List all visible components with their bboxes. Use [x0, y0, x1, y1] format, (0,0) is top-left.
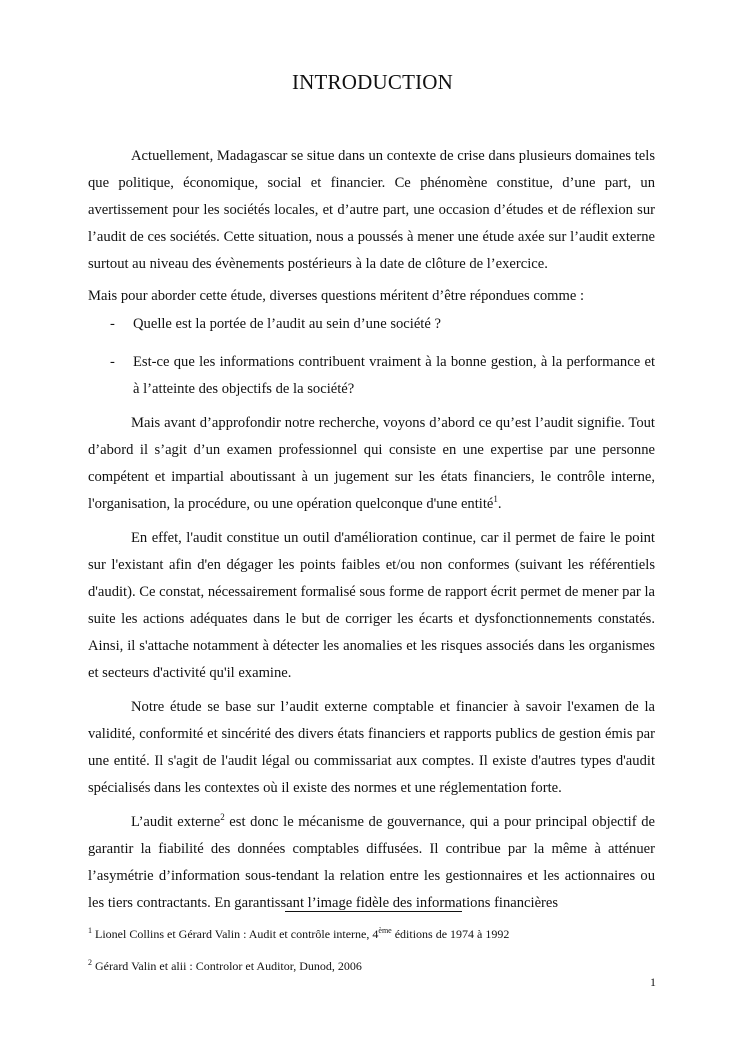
footnote-ref: 1 [493, 494, 498, 504]
paragraph-study-scope: Notre étude se base sur l’audit externe comptable et financier à savoir l'examen de la validité, conformité et sincérité des divers états financiers et rapports publics de gestion émis par une entité. Il s'agit de l'audit légal ou commissariat aux comptes. Il existe d'autres types d'audit spécialisés dans les contextes où il existe des normes et une réglementation forte. [88, 699, 655, 796]
footnote-superscript: ème [378, 926, 392, 935]
footnote [88, 927, 509, 942]
footnote-number: 2 [88, 958, 92, 967]
paragraph-questions-intro: Mais pour aborder cette étude, diverses questions méritent d’être répondues comme : [88, 288, 585, 304]
footnote-number: 1 [88, 926, 92, 935]
list-item [88, 311, 655, 338]
paragraph-text: L’audit externe [131, 814, 221, 830]
list-item-text: Est-ce que les informations contribuent vraiment à la bonne gestion, à la performance et à l’atteinte des objectifs de la société? [133, 354, 655, 397]
footnote-separator [285, 911, 462, 912]
paragraph-audit-improvement: En effet, l'audit constitue un outil d'amélioration continue, car il permet de faire le point sur l'existant afin d'en dégager les points faibles et/ou non conformes (suivant les référentiels d'audit). Ce constat, nécessairement formalisé sous forme de rapport écrit permet de mener par la suite les actions adéquates dans le but de corriger les écarts et dysfonctionnements constatés. Ainsi, il s'attache notamment à détecter les anomalies et les risques associés dans les organismes et secteurs d'activité qu'il examine. [88, 530, 655, 681]
footnote-text-end: éditions de 1974 à 1992 [391, 927, 510, 941]
paragraph-external-audit [88, 809, 655, 917]
footnote [88, 959, 362, 974]
list-dash: - [110, 316, 115, 332]
paragraph-text-rest: est donc le mécanisme de gouvernance, qui a pour principal objectif de garantir la fiabilité des données comptables diffusées. Il contribue par la même à atténuer l’asymétrie d’information sous-tendant la relation entre les gestionnaires et les actionnaires ou les tiers contractants. En garantissant l’image fidèle des informations financières [88, 814, 655, 911]
list-item [88, 349, 655, 403]
footnote-ref: 2 [220, 812, 225, 822]
paragraph-text-end: . [497, 496, 502, 512]
page-title: INTRODUCTION [291, 70, 454, 94]
paragraph-audit-definition [88, 410, 655, 518]
paragraph-context: Actuellement, Madagascar se situe dans un contexte de crise dans plusieurs domaines tels que politique, économique, social et financier. Ce phénomène constitue, d’une part, un avertissement pour les sociétés locales, et d’autre part, une occasion d’études et de réflexion sur l’audit de ces sociétés. Cette situation, nous a poussés à mener une étude axée sur l’audit externe surtout au niveau des évènements postérieurs à la date de clôture de l’exercice. [88, 148, 655, 272]
footnote-text: Lionel Collins et Gérard Valin : Audit et contrôle interne, 4 [92, 927, 379, 941]
footnote-text: Gérard Valin et alii : Controlor et Auditor, Dunod, 2006 [92, 959, 362, 973]
list-dash: - [110, 354, 115, 370]
list-item-text: Quelle est la portée de l’audit au sein d’une société ? [133, 316, 441, 332]
page-number: 1 [650, 975, 656, 989]
paragraph-text: Mais avant d’approfondir notre recherche, voyons d’abord ce qu’est l’audit signifie. Tout d’abord il s’agit d’un examen professionnel qui consiste en une expertise par une personne compétent et impartial aboutissant à un jugement sur les états financiers, le contrôle interne, l'organisation, la procédure, ou une opération quelconque d'une entité [88, 415, 655, 512]
body-text [88, 143, 655, 917]
